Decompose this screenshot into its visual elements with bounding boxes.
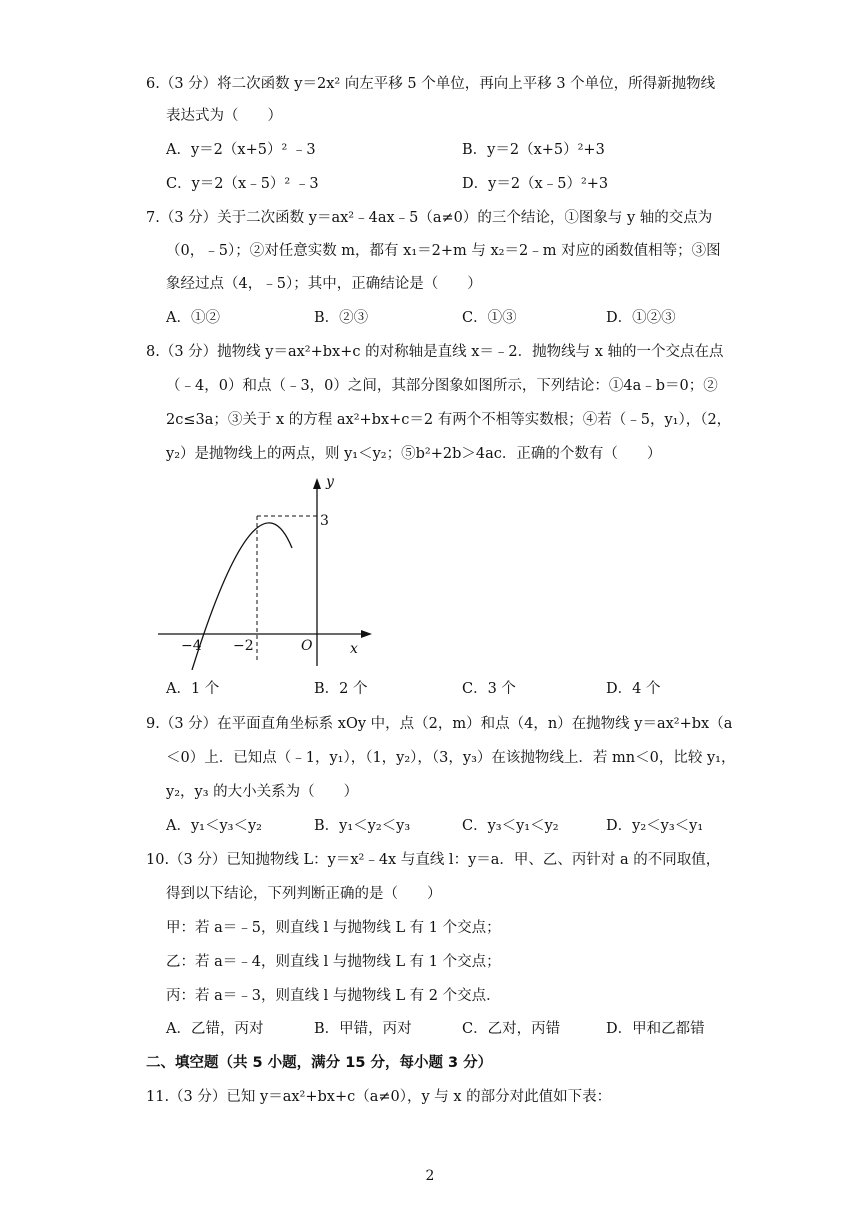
q8-option-b: B．2 个 bbox=[314, 681, 368, 697]
q9-line-2: ＜0）上．已知点（﹣1，y₁），（1，y₂），（3，y₃）在该抛物线上．若 mn＜0，比较 y₁， bbox=[166, 750, 736, 766]
q10-line-2: 得到以下结论，下列判断正确的是（ ） bbox=[166, 886, 442, 902]
y-axis-arrow bbox=[313, 478, 321, 489]
q6-options-2 bbox=[166, 174, 766, 194]
q10-option-a: A．乙错，丙对 bbox=[166, 1021, 264, 1037]
q10-line-3: 甲：若 a＝﹣5，则直线 l 与抛物线 L 有 1 个交点； bbox=[166, 920, 501, 936]
q11-line-1: 11.（3 分）已知 y＝ax²+bx+c（a≠0），y 与 x 的部分对此值如下表： bbox=[146, 1089, 612, 1105]
q6-line-2: 表达式为（ ） bbox=[166, 108, 282, 124]
x-axis-arrow bbox=[361, 630, 372, 638]
tick-label-minus-2: −2 bbox=[233, 638, 254, 654]
q9-options bbox=[166, 816, 766, 836]
q6-options bbox=[166, 140, 766, 160]
q9-line-3: y₂，y₃ 的大小关系为（ ） bbox=[166, 784, 359, 800]
parabola-figure bbox=[150, 470, 380, 670]
q6-option-c: C．y＝2（x﹣5）² ﹣3 bbox=[166, 176, 319, 192]
q10-option-c: C．乙对，丙错 bbox=[462, 1021, 561, 1037]
q6-option-d: D．y＝2（x﹣5）²+3 bbox=[462, 176, 609, 192]
q7-option-b: B．②③ bbox=[314, 310, 369, 326]
x-axis-label: x bbox=[350, 641, 358, 657]
q10-line-5: 丙：若 a＝﹣3，则直线 l 与抛物线 L 有 2 个交点． bbox=[166, 988, 501, 1004]
q7-line-2: （0，﹣5）；②对任意实数 m，都有 x₁＝2+m 与 x₂＝2﹣m 对应的函数值相等；③图 bbox=[166, 243, 721, 259]
q7-line-1: 7.（3 分）关于二次函数 y＝ax²﹣4ax﹣5（a≠0）的三个结论，①图象与 y 轴的交点为 bbox=[146, 210, 713, 226]
q8-line-1: 8.（3 分）抛物线 y＝ax²+bx+c 的对称轴是直线 x＝﹣2．抛物线与 x 轴的一个交点在点 bbox=[146, 344, 724, 360]
q6-option-b: B．y＝2（x+5）²+3 bbox=[462, 142, 605, 158]
q10-options bbox=[166, 1019, 766, 1039]
q9-option-d: D．y₂＜y₃＜y₁ bbox=[606, 818, 704, 834]
q8-line-2: （﹣4，0）和点（﹣3，0）之间，其部分图象如图所示，下列结论：①4a﹣b＝0；② bbox=[166, 378, 718, 394]
q7-option-c: C．①③ bbox=[462, 310, 517, 326]
q9-option-c: C．y₃＜y₁＜y₂ bbox=[462, 818, 559, 834]
q8-option-a: A．1 个 bbox=[166, 681, 220, 697]
q8-line-4: y₂）是抛物线上的两点，则 y₁＜y₂；⑤b²+2b＞4ac．正确的个数有（ ） bbox=[166, 446, 662, 462]
q8-option-d: D．4 个 bbox=[606, 681, 661, 697]
tick-label-3: 3 bbox=[320, 513, 329, 529]
q10-line-4: 乙：若 a＝﹣4，则直线 l 与抛物线 L 有 1 个交点； bbox=[166, 954, 501, 970]
q10-option-d: D．甲和乙都错 bbox=[606, 1021, 705, 1037]
q9-option-a: A．y₁＜y₃＜y₂ bbox=[166, 818, 262, 834]
q10-option-b: B．甲错，丙对 bbox=[314, 1021, 412, 1037]
q7-option-d: D．①②③ bbox=[606, 310, 676, 326]
page-number: 2 bbox=[425, 1168, 435, 1184]
y-axis-label: y bbox=[326, 474, 334, 490]
q8-options bbox=[166, 679, 766, 699]
q6-line-1: 6.（3 分）将二次函数 y＝2x² 向左平移 5 个单位，再向上平移 3 个单位，所得新抛物线 bbox=[146, 76, 716, 92]
q9-line-1: 9.（3 分）在平面直角坐标系 xOy 中，点（2，m）和点（4，n）在抛物线 y＝ax²+bx（a bbox=[146, 716, 733, 732]
q8-option-c: C．3 个 bbox=[462, 681, 516, 697]
origin-label: O bbox=[301, 638, 313, 654]
tick-label-minus-4: −4 bbox=[181, 638, 202, 654]
q7-line-3: 象经过点（4，﹣5）；其中，正确结论是（ ） bbox=[166, 276, 482, 292]
q7-option-a: A．①② bbox=[166, 310, 220, 326]
q10-line-1: 10.（3 分）已知抛物线 L：y＝x²﹣4x 与直线 l：y＝a．甲、乙、丙针对 a 的不同取值， bbox=[146, 852, 721, 868]
q6-option-a: A．y＝2（x+5）² ﹣3 bbox=[166, 142, 316, 158]
section-heading-fill-in: 二、填空题（共 5 小题，满分 15 分，每小题 3 分） bbox=[146, 1055, 493, 1071]
q7-options bbox=[166, 308, 766, 328]
q9-option-b: B．y₁＜y₂＜y₃ bbox=[314, 818, 411, 834]
q8-line-3: 2c≤3a；③关于 x 的方程 ax²+bx+c＝2 有两个不相等实数根；④若（﹣5，y₁），（2， bbox=[166, 412, 732, 428]
